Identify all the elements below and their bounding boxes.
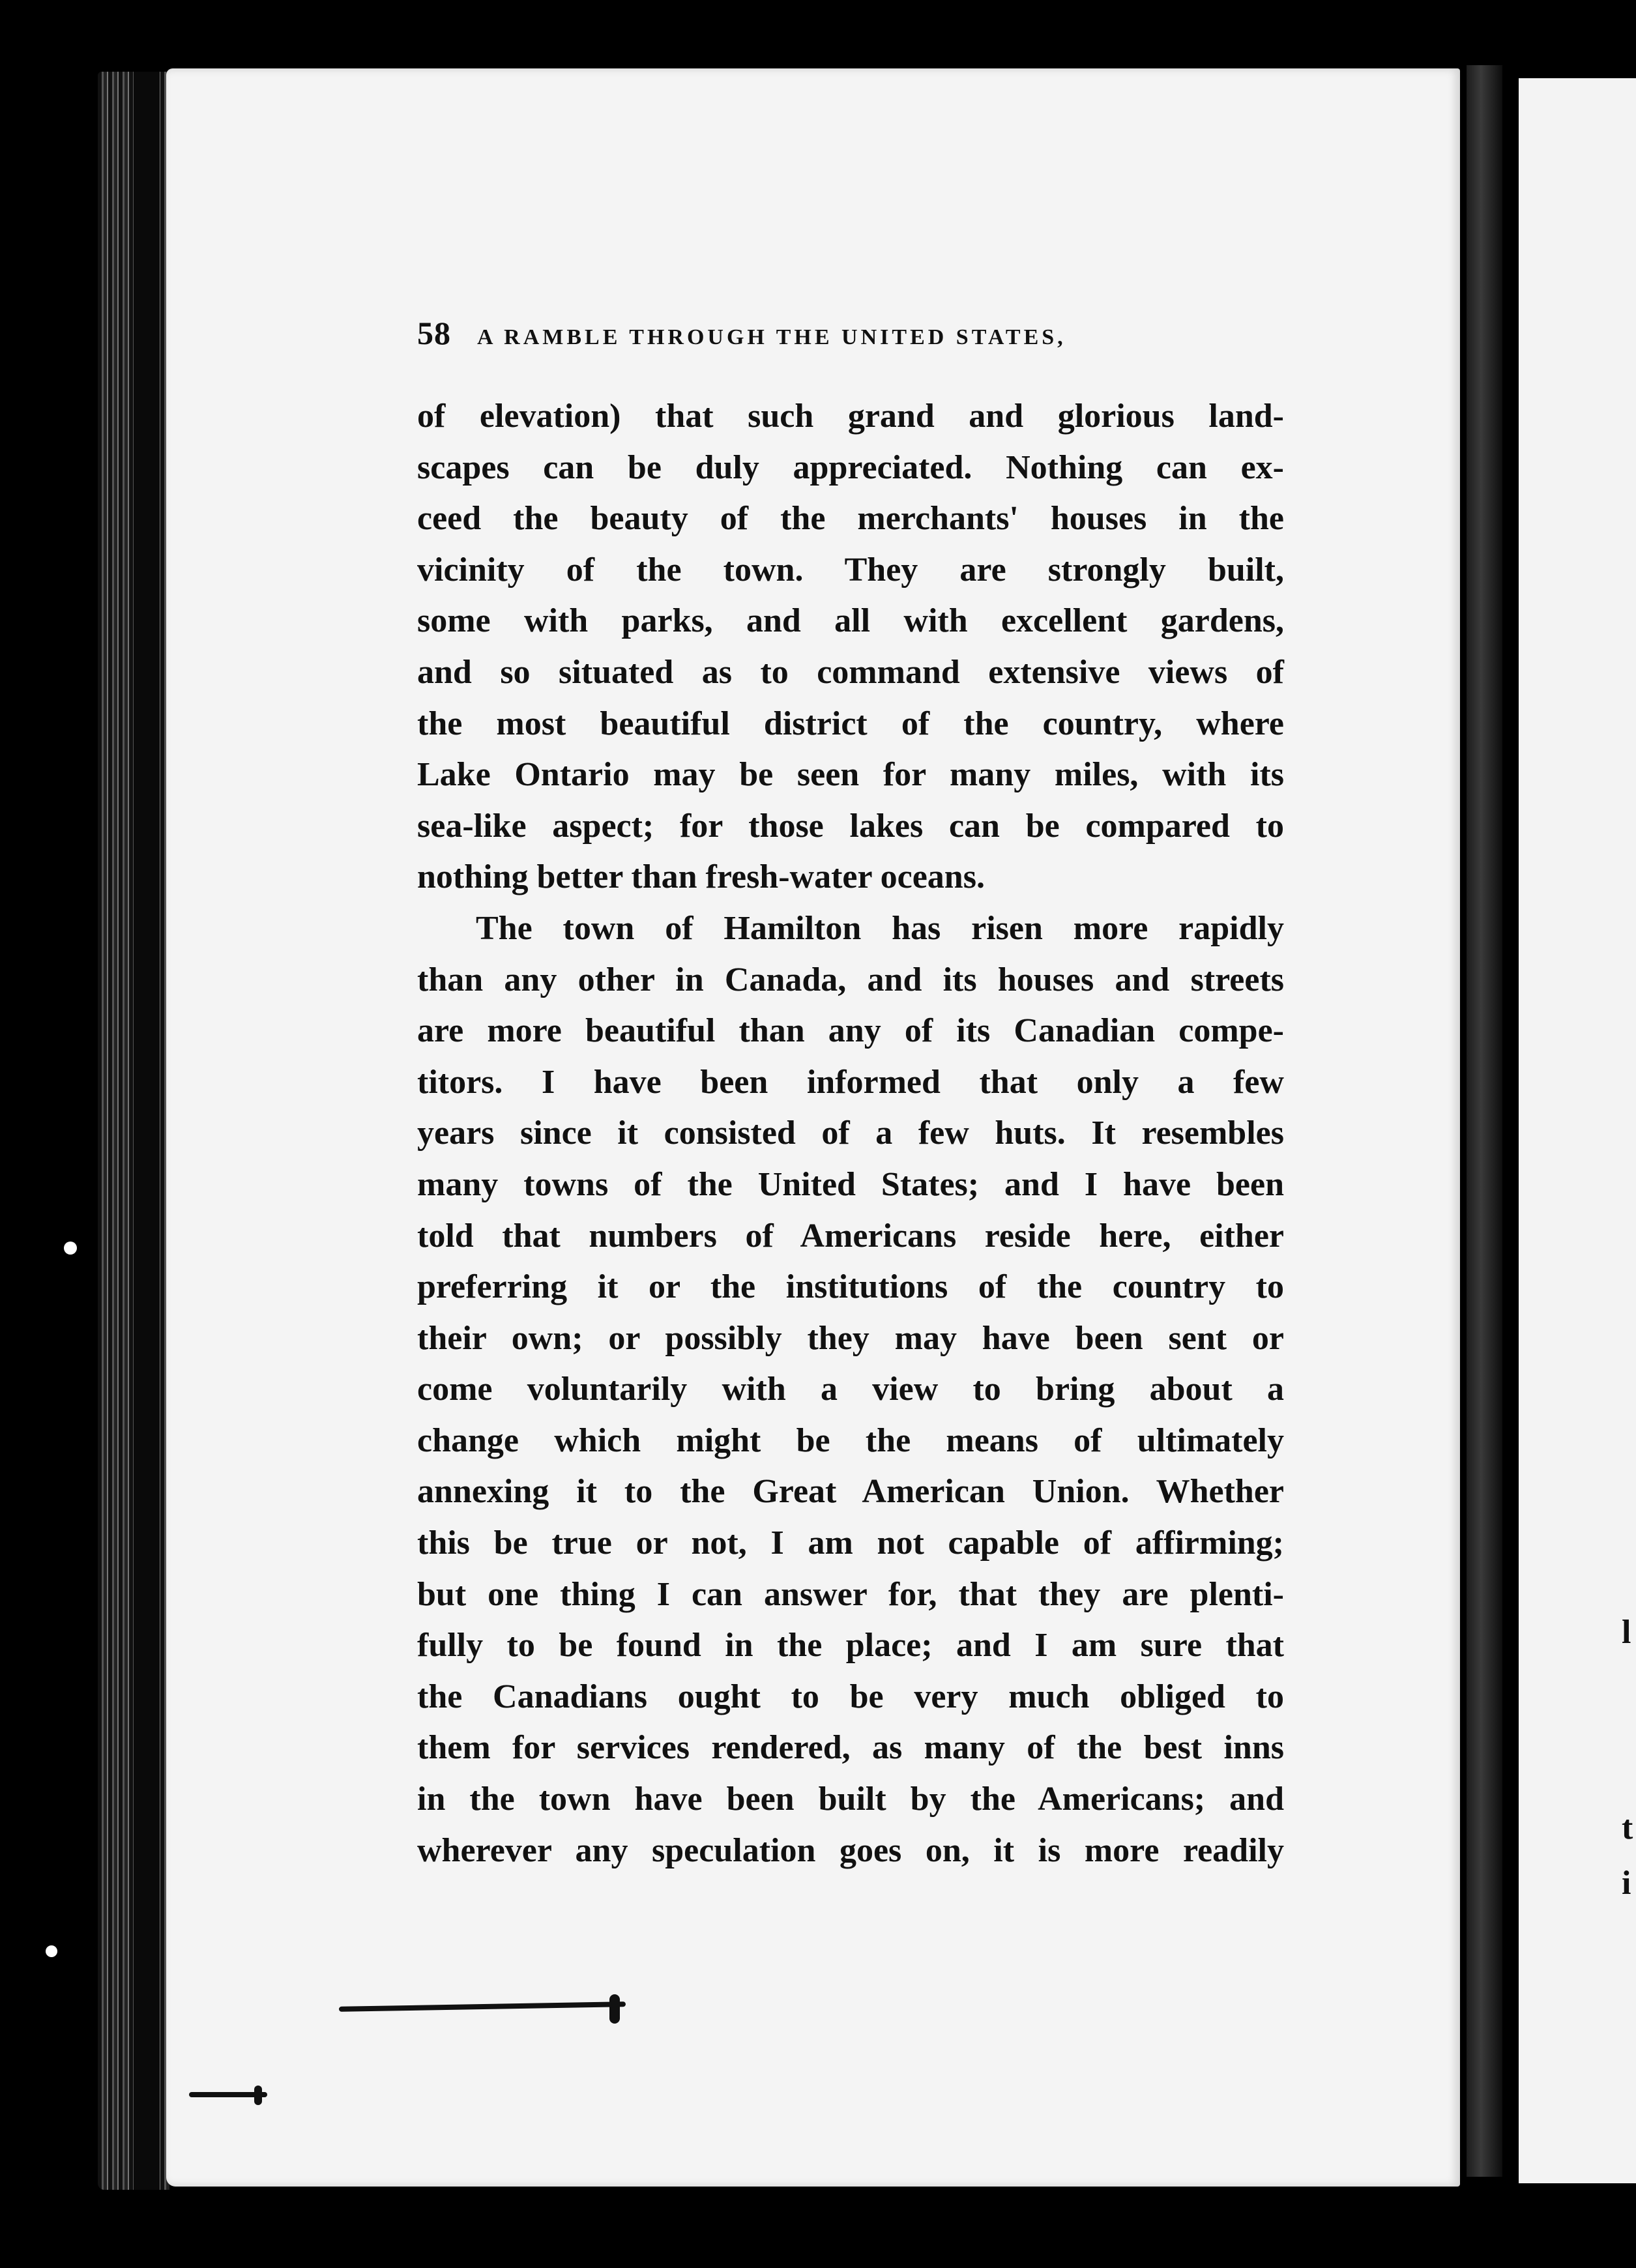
- facing-page-letter: i: [1622, 1865, 1631, 1902]
- scan-speck: [46, 1945, 57, 1957]
- text-line: preferring it or the institutions of the country to: [417, 1268, 1284, 1306]
- text-line: of elevation) that such grand and glorious land-: [417, 398, 1284, 435]
- ink-smudge: [254, 2086, 262, 2105]
- text-line: are more beautiful than any of its Canadian compe-: [417, 1012, 1284, 1050]
- text-line: change which might be the means of ultimately: [417, 1421, 1284, 1459]
- text-line: them for services rendered, as many of the best inns: [417, 1729, 1284, 1767]
- text-line: sea-like aspect; for those lakes can be compared to: [417, 807, 1284, 845]
- text-line: many towns of the United States; and I have been: [417, 1165, 1284, 1203]
- paragraph-first-line: The town of Hamilton has risen more rapidly: [476, 909, 1284, 947]
- text-line: vicinity of the town. They are strongly built,: [417, 551, 1284, 589]
- facing-page-edge: [1519, 78, 1636, 2183]
- text-line: the Canadians ought to be very much obliged to: [417, 1678, 1284, 1715]
- text-line: told that numbers of Americans reside here, either: [417, 1217, 1284, 1255]
- text-line: annexing it to the Great American Union. Whether: [417, 1473, 1284, 1511]
- text-line: in the town have been built by the Americans; and: [417, 1781, 1284, 1818]
- page-block-shadow: [134, 72, 160, 2190]
- ink-smudge: [609, 1994, 620, 2024]
- text-line: ceed the beauty of the merchants' houses in the: [417, 500, 1284, 538]
- text-line: this be true or not, I am not capable of affirming;: [417, 1524, 1284, 1562]
- text-line: scapes can be duly appreciated. Nothing can ex-: [417, 448, 1284, 486]
- page-number: 58: [417, 315, 451, 351]
- facing-page-letter: t: [1622, 1809, 1633, 1846]
- text-line: titors. I have been informed that only a few: [417, 1063, 1284, 1101]
- scan-speck: [64, 1242, 77, 1255]
- text-line: and so situated as to command extensive views of: [417, 653, 1284, 691]
- facing-page-letter: l: [1622, 1614, 1631, 1651]
- text-line: some with parks, and all with excellent gardens,: [417, 602, 1284, 640]
- book-gutter: [1467, 65, 1502, 2177]
- text-line: come voluntarily with a view to bring about a: [417, 1371, 1284, 1408]
- text-line: the most beautiful district of the country, where: [417, 705, 1284, 742]
- running-head: A RAMBLE THROUGH THE UNITED STATES,: [477, 325, 1066, 349]
- text-line: fully to be found in the place; and I am sure that: [417, 1627, 1284, 1665]
- body-text: [417, 391, 1284, 1876]
- text-line: wherever any speculation goes on, it is more readily: [417, 1831, 1284, 1869]
- text-line: but one thing I can answer for, that they are plenti-: [417, 1575, 1284, 1613]
- text-line: Lake Ontario may be seen for many miles, with its: [417, 756, 1284, 794]
- text-line: than any other in Canada, and its houses and streets: [417, 961, 1284, 998]
- text-line: nothing better than fresh-water oceans.: [417, 858, 985, 896]
- text-line: years since it consisted of a few huts. It resembles: [417, 1114, 1284, 1152]
- page-header: [417, 314, 1291, 353]
- text-line: their own; or possibly they may have been sent or: [417, 1319, 1284, 1357]
